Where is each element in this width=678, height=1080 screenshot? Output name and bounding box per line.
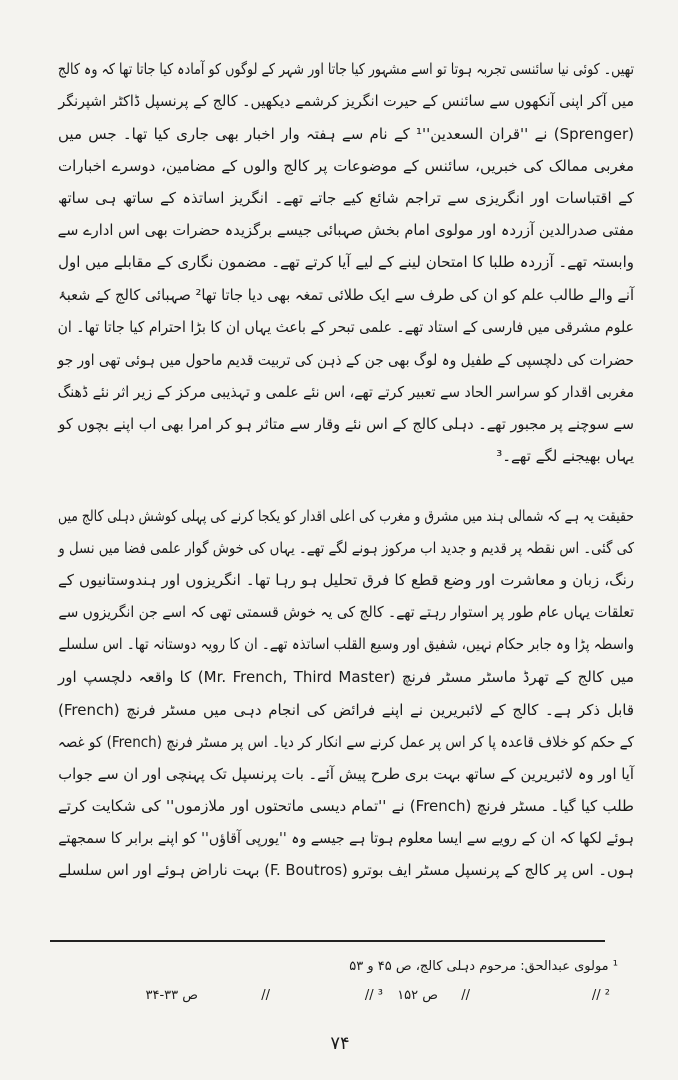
text-line: آیا اور وہ لائبریرین کے ساتھ بہت بری طرح پیش آئے۔ بات پرنسپل تک پہنچی اور ان سے جواب xyxy=(58,765,635,783)
footnote-3-ditto: // xyxy=(261,988,270,1003)
footnote-divider xyxy=(50,940,605,942)
footnote-2-ditto: // xyxy=(461,988,470,1003)
text-line: (Sprenger) نے ''قران السعدین''¹ کے نام سے ہفتہ وار اخبار بھی جاری کیا تھا۔ جس میں xyxy=(58,125,634,143)
text-line: حضرات کی دلچسپی کے طفیل وہ لوگ بھی جن کے ذہن کی تربیت قدیم ماحول میں ہوئی تھی اور جو xyxy=(57,351,634,369)
text-line: مفتی صدرالدین آزردہ اور مولوی امام بخش صہبائی جیسے برگزیدہ حضرات بھی اس ادارے سے xyxy=(57,221,634,239)
text-line: طلب کیا گیا۔ مسٹر فرنچ (French) نے ''تمام دیسی ماتحتوں اور ملازموں'' کی شکایت کرتے xyxy=(58,797,634,815)
text-line: کے حکم کو خلاف قاعدہ پا کر اس پر عمل کرنے سے انکار کر دیا۔ اس پر مسٹر فرنچ (French) کو غصہ xyxy=(57,733,634,751)
text-line: رنگ، زبان و معاشرت اور وضع قطع کا فرق تحلیل ہو رہا تھا۔ انگریزوں اور ہندوستانیوں کے xyxy=(58,571,634,589)
text-line: سے سوچنے پر مجبور تھے۔ دہلی کالج کے اس نئے وقار سے متاثر ہو کر امرا بھی اب اپنے بچوں کو xyxy=(58,415,635,433)
text-line: میں آکر اپنی آنکھوں سے سائنس کے حیرت انگریز کرشمے دیکھیں۔ کالج کے پرنسپل ڈاکٹر اشپرنگر xyxy=(58,92,634,110)
footnote-3-page: ص ۳۳-۳۴ xyxy=(145,988,198,1003)
text-line: ہوئے لکھا کہ ان کے رویے سے ایسا معلوم ہوتا ہے جیسے وہ ''یورپی آقاؤں'' کو اپنے برابر کا سمجھتے xyxy=(58,829,634,847)
text-line: کے اقتباسات اور انگریزی سے تراجم شائع کیے جاتے تھے۔ انگریز اساتذہ کے ساتھ ہی ساتھ xyxy=(58,189,634,207)
text-line: میں کالج کے تھرڈ ماسٹر مسٹر فرنچ (Mr. French, Third Master) کا واقعہ دلچسپ اور xyxy=(58,668,634,686)
footnote-2-page: ص ۱۵۲ xyxy=(397,988,438,1003)
page-number: ۷۴ xyxy=(330,1033,350,1054)
text-line: آنے والے طالب علم کو ان کی طرف سے ایک طلائی تمغہ بھی دیا جاتا تھا² صہبائی کالج کے شعبۂ xyxy=(58,286,634,304)
text-line: قابل ذکر ہے۔ کالج کے لائبریرین نے اپنے فرائض کی انجام دہی میں مسٹر فرنچ (French) xyxy=(58,701,634,719)
text-line: یہاں بھیجنے لگے تھے۔³ xyxy=(496,447,634,465)
footnote-1: ¹ مولوی عبدالحق: مرحوم دہلی کالج، ص ۴۵ و ۵۳ xyxy=(349,959,618,974)
text-line: مغربی اقدار کو سراسر الحاد سے تعبیر کرتے تھے، اس نئے علمی و تہذیبی مرکز کے زیر اثر نئے ڈھنگ xyxy=(57,383,634,401)
text-line: واسطہ پڑا وہ جابر حکام نہیں، شفیق اور وسیع القلب اساتذہ تھے۔ ان کا رویہ دوستانہ تھا۔ اس سلسلے xyxy=(58,635,634,653)
footnote-3-marker: ³ // xyxy=(364,988,383,1003)
text-line: علوم مشرقی میں فارسی کے استاد تھے۔ علمی تبحر کے باعث یہاں ان کا بڑا احترام کیا جاتا تھا۔ ان xyxy=(57,318,635,336)
text-line: وابستہ تھے۔ آزردہ طلبا کا امتحان لینے کے لیے آیا کرتے تھے۔ مضمون نگاری کے مقابلے میں اول xyxy=(58,253,634,271)
text-line: کی گئی۔ اس نقطہ پر قدیم و جدید اب مرکوز ہونے لگے تھے۔ یہاں کی خوش گوار علمی فضا میں نسل و xyxy=(58,539,634,557)
text-line: تھیں۔ کوئی نیا سائنسی تجربہ ہوتا تو اسے مشہور کیا جاتا اور شہر کے لوگوں کو آمادہ کیا جاتا تھا کہ وہ کالج xyxy=(57,60,635,78)
text-line: مغربی ممالک کی خبریں، سائنس کے موضوعات پر کالج والوں کے مضامین، دوسرے اخبارات xyxy=(58,157,634,175)
text-line: تعلقات یہاں عام طور پر استوار رہتے تھے۔ کالج کی یہ خوش قسمتی تھی کہ اسے جن انگریزوں سے xyxy=(58,603,634,621)
text-line: حقیقت یہ ہے کہ شمالی ہند میں مشرق و مغرب کی اعلی اقدار کو یکجا کرنے کی پہلی کوشش دہلی کالج میں xyxy=(58,507,635,525)
footnote-2-marker: ² // xyxy=(591,988,610,1003)
text-line: ہوں۔ اس پر کالج کے پرنسپل مسٹر ایف بوترو (F. Boutros) بہت ناراض ہوئے اور اس سلسلے xyxy=(58,861,634,879)
